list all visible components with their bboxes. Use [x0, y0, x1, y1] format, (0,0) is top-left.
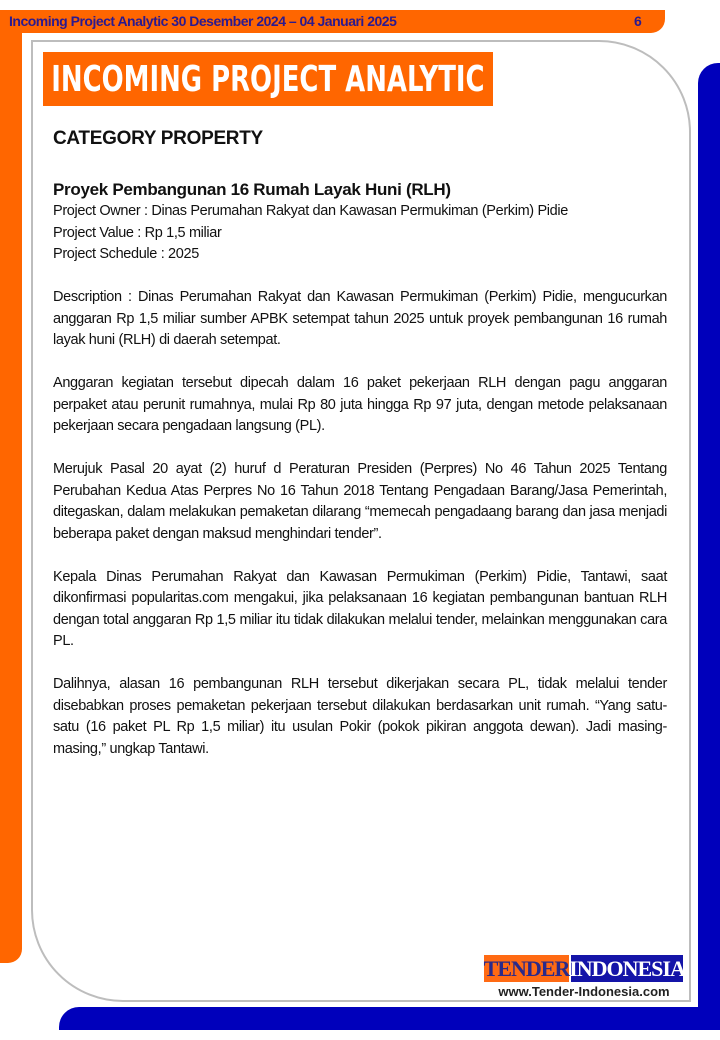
- right-accent-bar: [698, 63, 720, 1030]
- project-owner: Project Owner : Dinas Perumahan Rakyat dan Kawasan Permukiman (Perkim) Pidie: [53, 203, 568, 219]
- main-title-box: [43, 52, 493, 106]
- logo-word-tender: TENDER: [483, 955, 570, 981]
- top-banner: [0, 10, 665, 33]
- banner-title: Incoming Project Analytic 30 Desember 2024 – 04 Januari 2025: [9, 13, 397, 29]
- paragraph-regulation: Merujuk Pasal 20 ayat (2) huruf d Peraturan Presiden (Perpres) No 46 Tahun 2025 Tentang Perubahan Kedua Atas Perpres No 16 Tahun 2018 Tentang Pengadaan Barang/Jasa Pemerintah, ditegaskan, dalam melakukan pemaketan dilarang “memecah pengadaang barang dan jasa menjadi beberapa paket dengan maksud menghindari tender”.: [53, 461, 667, 542]
- project-title: Proyek Pembangunan 16 Rumah Layak Huni (RLH): [53, 180, 451, 199]
- left-accent-bar: [0, 33, 22, 963]
- paragraph-description: Description : Dinas Perumahan Rakyat dan Kawasan Permukiman (Perkim) Pidie, mengucurkan anggaran Rp 1,5 miliar sumber APBK setempat tahun 2025 untuk proyek pembangunan 16 rumah layak huni (RLH) di daerah setempat.: [53, 289, 667, 348]
- project-schedule: Project Schedule : 2025: [53, 246, 199, 262]
- category-heading: CATEGORY PROPERTY: [53, 128, 263, 149]
- bottom-accent-bar: [59, 1007, 720, 1030]
- logo-word-indonesia: INDONESIA: [569, 955, 685, 981]
- article-content: [53, 126, 667, 760]
- page-number: 6: [634, 13, 642, 29]
- paragraph-budget: Anggaran kegiatan tersebut dipecah dalam 16 paket pekerjaan RLH dengan pagu anggaran perpaket atau perunit rumahnya, mulai Rp 80 juta hingga Rp 97 juta, dengan metode pelaksanaan pekerjaan secara pengadaan langsung (PL).: [53, 375, 667, 434]
- tender-indonesia-logo: [484, 955, 684, 1001]
- paragraph-confirmation: Kepala Dinas Perumahan Rakyat dan Kawasan Permukiman (Perkim) Pidie, Tantawi, saat dikonfirmasi popularitas.com mengakui, jika pelaksanaan 16 kegiatan pembangunan bantuan RLH dengan total anggaran Rp 1,5 miliar itu tidak dilakukan melalui tender, melainkan menggunakan cara PL.: [53, 568, 667, 649]
- logo-url: www.Tender-Indonesia.com: [498, 984, 670, 999]
- project-value: Project Value : Rp 1,5 miliar: [53, 224, 222, 241]
- paragraph-reason: Dalihnya, alasan 16 pembangunan RLH tersebut dikerjakan secara PL, tidak melalui tender disebabkan proses pemaketan pekerjaan tersebut dilakukan berdasarkan unit rumah. “Yang satu-satu (16 paket PL Rp 1,5 miliar) itu usulan Pokir (pokok pikiran anggota dewan). Jadi masing-masing,” ungkap Tantawi.: [53, 676, 667, 757]
- main-title: INCOMING PROJECT ANALYTIC: [51, 58, 485, 100]
